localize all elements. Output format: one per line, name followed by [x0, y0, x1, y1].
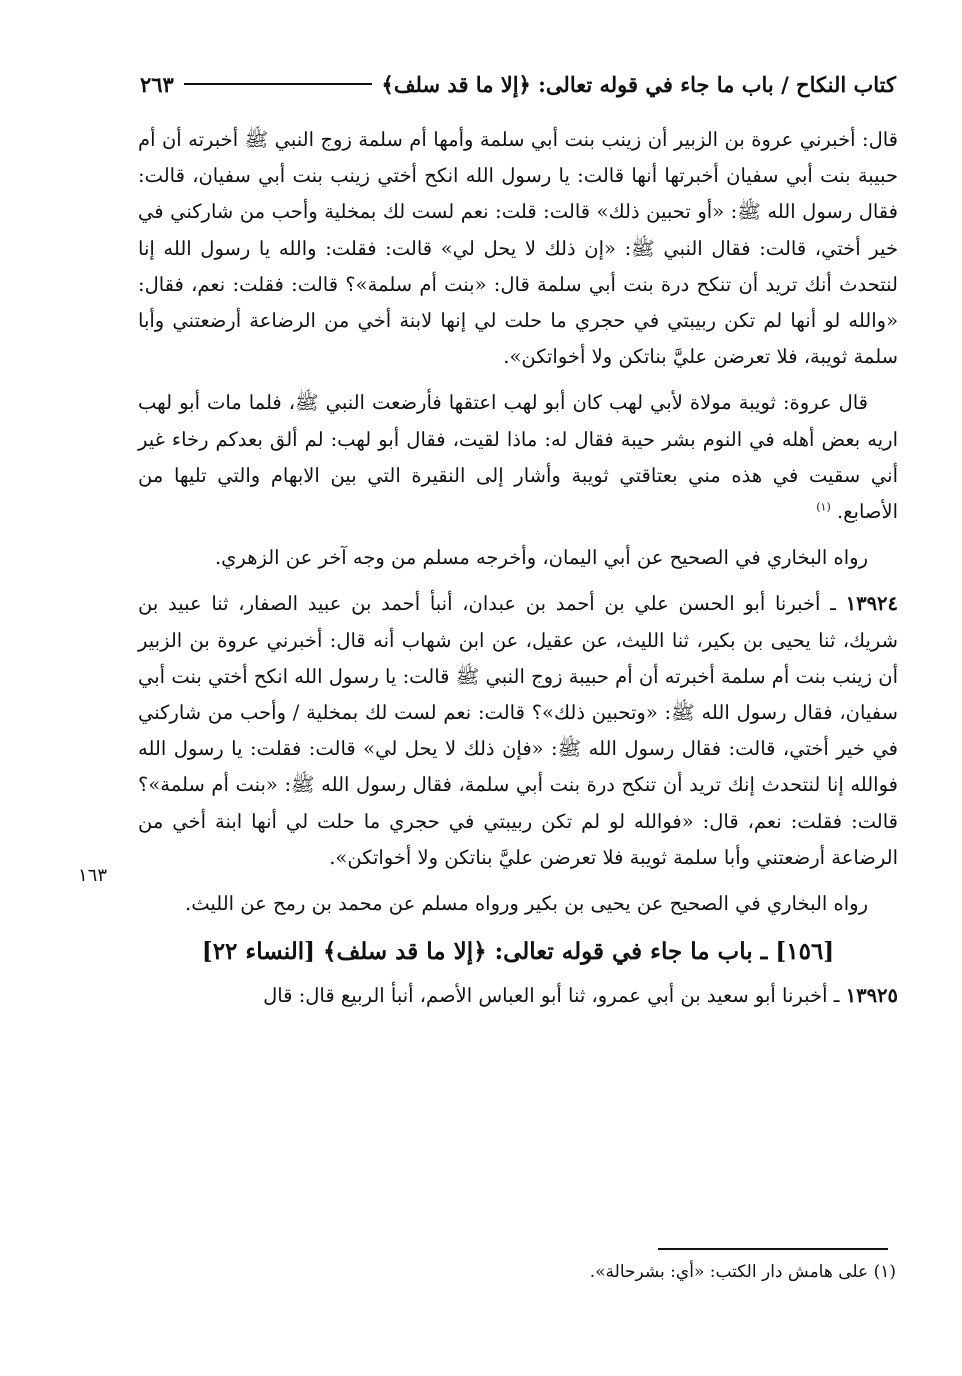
footnote-separator [658, 1248, 888, 1250]
section-heading: [١٥٦] ـ باب ما جاء في قوله تعالى: ﴿إلا ما قد سلف﴾ [النساء ٢٢] [201, 938, 835, 966]
hadith-number: ١٣٩٢٤ [845, 592, 898, 616]
paragraph-1 [138, 122, 898, 375]
footnote: (١) على هامش دار الكتب: «أي: بشرحالة». [589, 1262, 896, 1282]
paragraph-text: ـ أخبرنا أبو الحسن علي بن أحمد بن عبدان، أنبأ أحمد بن عبيد الصفار، ثنا عبيد بن شريك، ثنا يحيى بن بكير، ثنا الليث، عن عقيل، عن ابن شهاب أنه قال: أخبرني عروة بن الزبير أن زينب بنت أم سلمة أخبرته أن أم حبيبة زوج النبي ﷺ قالت: يا رسول الله انكح أختي بنت أبي سفيان، فقال رسول الله ﷺ: «وتحبين ذلك»؟ قالت: نعم لست لك بمخلية / وأحب من شاركني في خير أختي، قالت: فقال رسول الله ﷺ: «فإن ذلك لا يحل لي» قالت: فقلت: يا رسول الله فوالله إنا لنتحدث إنك تريد أن تنكح درة بنت أبي سلمة، فقال رسول الله ﷺ: «بنت أم سلمة»؟ قالت: فقلت: نعم، قال: «فوالله لو لم تكن ربيبتي في حجري ما حلت لي أنها ابنة أخي من الرضاعة أرضعتني وأبا سلمة ثويبة فلا تعرضن عليَّ بناتكن ولا أخواتكن». [138, 592, 898, 869]
footnote-marker: (١) [816, 500, 831, 514]
paragraph-text: رواه البخاري في الصحيح عن يحيى بن بكير ورواه مسلم عن محمد بن رمح عن الليث. [185, 892, 868, 916]
header-title: كتاب النكاح / باب ما جاء في قوله تعالى: ﴿إلا ما قد سلف﴾ [381, 71, 896, 97]
header-rule [184, 83, 372, 85]
paragraph-text: ـ أخبرنا أبو سعيد بن أبي عمرو، ثنا أبو العباس الأصم، أنبأ الربيع قال: قال [263, 984, 840, 1008]
paragraph-3 [138, 540, 898, 576]
hadith-13925 [138, 978, 898, 1014]
paragraph-2 [138, 385, 898, 530]
margin-page-reference: ١٦٣ [78, 865, 108, 886]
paragraph-text: قال: أخبرني عروة بن الزبير أن زينب بنت أبي سلمة وأمها أم سلمة زوج النبي ﷺ أخبرته أن أم حبيبة بنت أبي سفيان أخبرتها أنها قالت: يا رسول الله انكح أختي زينب بنت أبي سفيان، قالت: فقال رسول الله ﷺ: «أو تحبين ذلك» قالت: قلت: نعم لست لك بمخلية وأحب من شاركني في خير أختي، قالت: فقال النبي ﷺ: «إن ذلك لا يحل لي» قالت: فقلت: والله يا رسول الله إنا لنتحدث أنك تريد أن تنكح درة بنت أبي سلمة قال: «بنت أم سلمة»؟ قالت: فقلت: نعم، فقال: «والله لو أنها لم تكن ربيبتي في حجري ما حلت لي إنها لابنة أخي من الرضاعة أرضعتني وأبا سلمة ثويبة، فلا تعرضن عليَّ بناتكن ولا أخواتكن». [138, 128, 898, 369]
main-text [138, 122, 898, 1024]
paragraph-5 [138, 886, 898, 922]
page-number: ٢٦٣ [140, 71, 174, 97]
paragraph-text: رواه البخاري في الصحيح عن أبي اليمان، وأخرجه مسلم من وجه آخر عن الزهري. [214, 546, 868, 570]
hadith-13924 [138, 586, 898, 876]
running-header [140, 64, 896, 104]
paragraph-text: قال عروة: ثويبة مولاة لأبي لهب كان أبو لهب اعتقها فأرضعت النبي ﷺ، فلما مات أبو لهب اريه بعض أهله في النوم بشر حيبة فقال له: ماذا لقيت، فقال أبو لهب: لم ألق بعدكم رخاء غير أني سقيت في هذه مني بعتاقتي ثويبة وأشار إلى النقيرة التي بين الابهام والتي تليها من الأصابع. [138, 391, 898, 524]
hadith-number: ١٣٩٢٥ [845, 984, 898, 1008]
